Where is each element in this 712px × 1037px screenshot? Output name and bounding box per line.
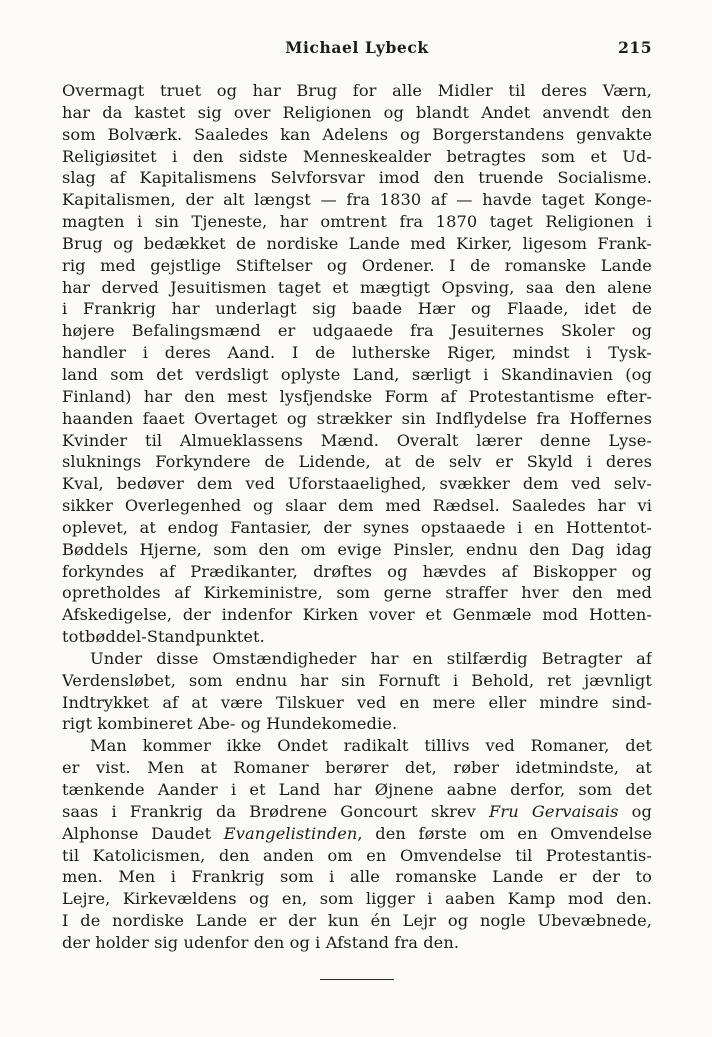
text-line: Verdensløbet, som endnu har sin Fornuft i Behold, ret jævnligt [62,670,652,690]
text-line: forkyndes af Prædikanter, drøftes og hævdes af Biskopper og [62,561,652,581]
text-line: har da kastet sig over Religionen og blandt Andet anvendt den [62,102,652,122]
text-line: magten i sin Tjeneste, har omtrent fra 1870 taget Religionen i [62,212,652,232]
text-line: tænkende Aander i et Land har Øjnene aabne derfor, som det [62,780,652,799]
italic-book-title: Evangelistinden [223,823,358,843]
paragraph [62,80,652,648]
text-line: Under disse Omstændigheder har en stilfærdig Betragter af [90,648,652,668]
text-line: der holder sig udenfor den og i Afstand fra den. [62,932,460,952]
text-line: haanden faaet Overtaget og strækker sin Indflydelse fra Hoffernes [62,408,652,428]
section-divider [320,979,394,980]
page-body [62,80,652,954]
page-header [62,38,652,60]
text-line: oplevet, at endog Fantasier, der synes opstaaede i en Hottentot- [62,517,652,537]
text-line: Finland) har den mest lysfjendske Form af Protestantisme efter- [62,386,652,406]
text-line: Kvinder til Almueklassens Mænd. Overalt lærer denne Lyse- [62,430,652,450]
text-line: Overmagt truet og har Brug for alle Midler til deres Værn, [62,81,652,100]
text-line: opretholdes af Kirkeministre, som gerne straffer hver den med [62,583,652,603]
text-line: slag af Kapitalismens Selvforsvar imod den truende Socialisme. [62,168,652,188]
text-line: Alphonse Daudet Evangelistinden, den første om en Omvendelse [62,823,652,843]
text-line: sikker Overlegenhed og slaar dem med Rædsel. Saaledes har vi [62,496,652,516]
text-line: Man kommer ikke Ondet radikalt tillivs ved Romaner, det [90,736,652,756]
text-line: i Frankrig har underlagt sig baade Hær og Flaade, idet de [62,299,652,319]
text-line: højere Befalingsmænd er udgaaede fra Jesuiternes Skoler og [62,321,652,341]
italic-book-title: Fru Gervaisais [489,801,619,821]
text-line: har derved Jesuitismen taget et mægtigt Opsving, saa den alene [62,277,652,297]
text-line: Afskedigelse, der indenfor Kirken vover et Genmæle mod Hotten- [62,605,652,625]
text-line: til Katolicismen, den anden om en Omvendelse til Protestantis- [62,845,652,865]
text-line: Indtrykket af at være Tilskuer ved en mere eller mindre sind- [62,692,652,712]
text-line: rigt kombineret Abe- og Hundekomedie. [62,714,398,734]
paragraph [62,648,652,735]
text-line: men. Men i Frankrig som i alle romanske Lande er der to [62,867,652,887]
text-line: I de nordiske Lande er der kun én Lejr og nogle Ubevæbnede, [62,911,652,931]
text-line: Lejre, Kirkevældens og en, som ligger i aaben Kamp mod den. [62,889,652,909]
page-number: 215 [618,38,652,57]
text-line: totbøddel-Standpunktet. [62,627,265,647]
text-line: Kval, bedøver dem ved Uforstaaelighed, svækker dem ved selv- [62,474,652,494]
text-line: sluknings Forkyndere de Lidende, at de selv er Skyld i deres [62,452,652,472]
text-line: handler i deres Aand. I de lutherske Riger, mindst i Tysk- [62,343,652,363]
text-line: Religiøsitet i den sidste Menneskealder betragtes som et Ud- [62,146,652,166]
text-line: rig med gejstlige Stiftelser og Ordener. I de romanske Lande [62,255,652,275]
text-line: saas i Frankrig da Brødrene Goncourt skrev Fru Gervaisais og [62,801,652,821]
text-line: Bøddels Hjerne, som den om evige Pinsler, endnu den Dag idag [62,539,652,559]
text-line: Kapitalismen, der alt længst — fra 1830 af — havde taget Konge- [62,190,652,210]
running-title: Michael Lybeck [285,38,429,57]
text-line: Brug og bedækket de nordiske Lande med Kirker, ligesom Frank- [62,233,652,253]
text-line: er vist. Men at Romaner berører det, røber idetmindste, at [62,758,652,778]
paragraph [62,735,652,953]
text-line: som Bolværk. Saaledes kan Adelens og Borgerstandens genvakte [62,124,652,144]
text-line: land som det verdsligt oplyste Land, særligt i Skandinavien (og [62,364,652,384]
